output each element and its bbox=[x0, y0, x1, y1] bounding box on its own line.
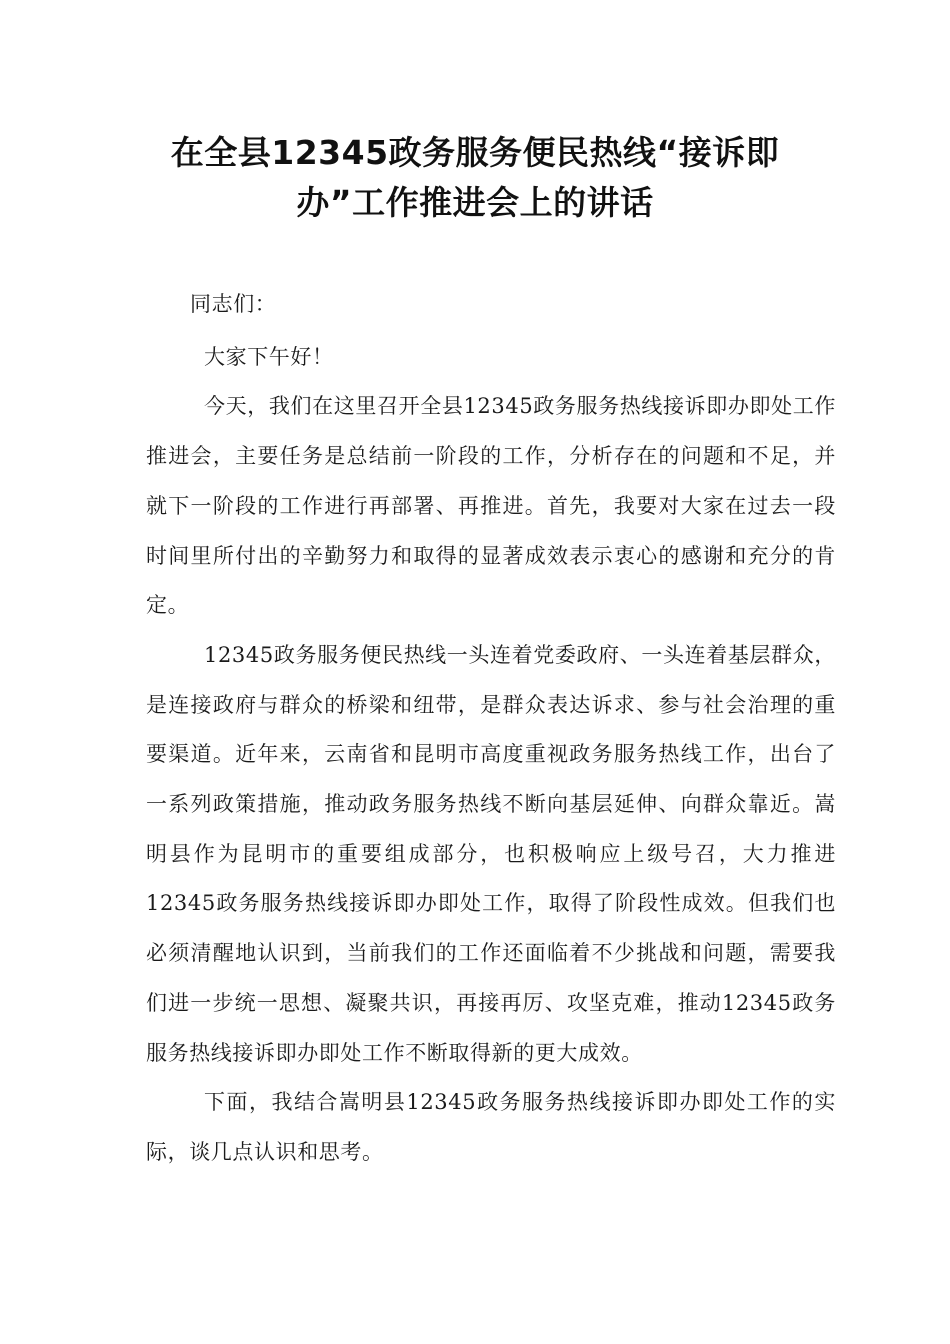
paragraph-opening: 今天，我们在这里召开全县12345政务服务热线接诉即办即处工作推进会，主要任务是总结前一阶段的工作，分析存在的问题和不足，并就下一阶段的工作进行再部署、再推进。首先，我要对大家在过去一段时间里所付出的辛勤努力和取得的显著成效表示衷心的感谢和充分的肯定。 bbox=[146, 394, 836, 618]
paragraph-greeting: 大家下午好！ bbox=[204, 344, 334, 369]
paragraph-transition: 下面，我结合嵩明县12345政务服务热线接诉即办即处工作的实际，谈几点认识和思考。 bbox=[146, 1090, 836, 1164]
salutation: 同志们： bbox=[190, 292, 277, 316]
title-line-1: 在全县12345政务服务便民热线“接诉即 bbox=[170, 133, 780, 172]
title-line-2: 办”工作推进会上的讲话 bbox=[296, 183, 654, 222]
document-body bbox=[146, 280, 836, 1178]
document-title bbox=[120, 128, 830, 228]
paragraph-background: 12345政务服务便民热线一头连着党委政府、一头连着基层群众，是连接政府与群众的桥梁和纽带，是群众表达诉求、参与社会治理的重要渠道。近年来，云南省和昆明市高度重视政务服务热线工作，出台了一系列政策措施，推动政务服务热线不断向基层延伸、向群众靠近。嵩明县作为昆明市的重要组成部分，也积极响应上级号召，大力推进12345政务服务热线接诉即办即处工作，取得了阶段性成效。但我们也必须清醒地认识到，当前我们的工作还面临着不少挑战和问题，需要我们进一步统一思想、凝聚共识，再接再厉、攻坚克难，推动12345政务服务热线接诉即办即处工作不断取得新的更大成效。 bbox=[146, 642, 836, 1065]
